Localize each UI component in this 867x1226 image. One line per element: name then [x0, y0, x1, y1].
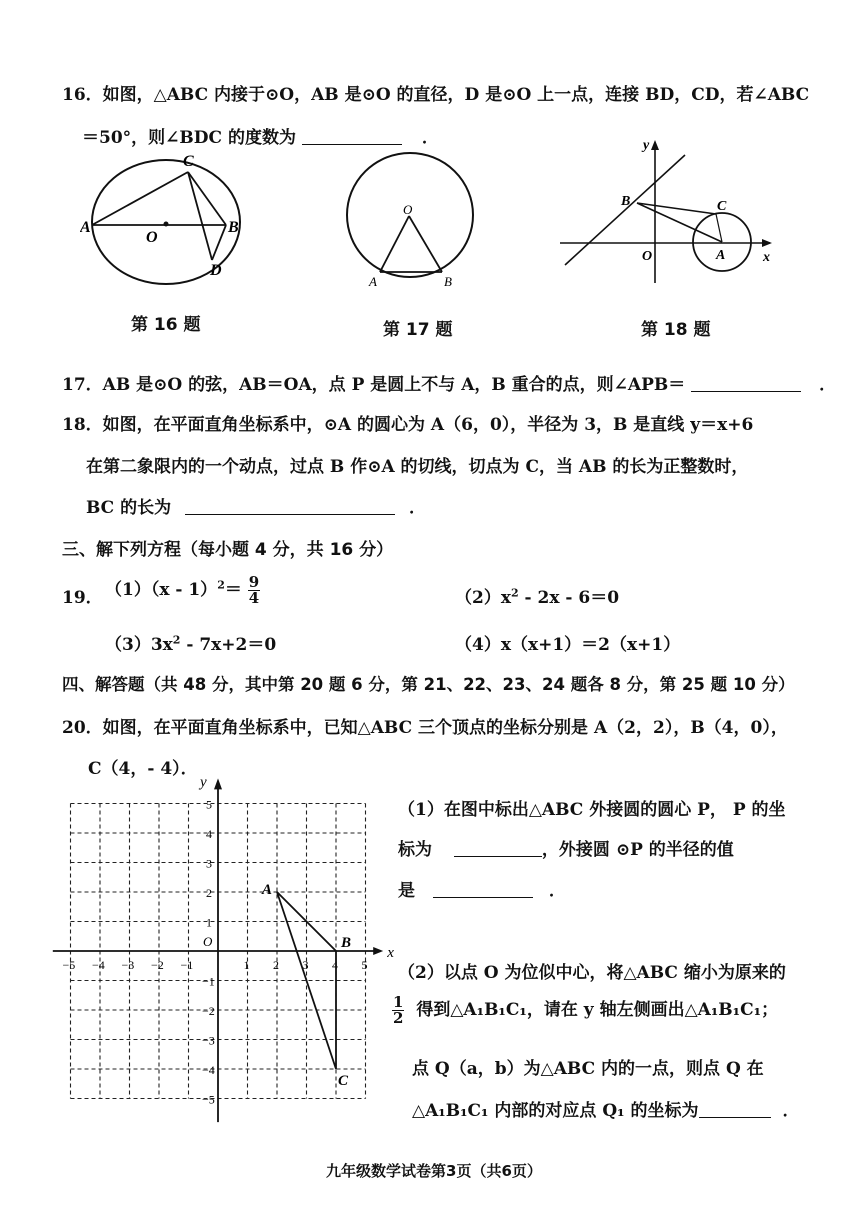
q19-part1: [105, 575, 260, 606]
q20-p1-l2b: ，外接圆 ⊙P 的半径的值: [541, 840, 734, 860]
q19-part3: [105, 630, 276, 655]
origin-label: O: [203, 934, 213, 949]
q18-line3-text: BC 的长为: [86, 498, 172, 518]
y-tick-label: 5: [206, 797, 212, 812]
fig16-label-C: C: [183, 153, 194, 170]
q20-coordinate-grid: [28, 775, 398, 1125]
x-tick-label: −4: [92, 958, 105, 972]
x-axis-label: x: [387, 945, 394, 961]
q20-p1-end: ．: [548, 881, 566, 901]
q20-p2-frac-num: 1: [393, 993, 404, 1011]
fig17-label-O: O: [403, 202, 413, 217]
figure-17: [340, 150, 490, 290]
q17-answer-blank: [691, 391, 801, 392]
q18-line3: [86, 493, 426, 518]
y-tick-label: −3: [202, 1033, 215, 1048]
q20-p2-line3: 点 Q（a，b）为△ABC 内的一点，则点 Q 在: [412, 1059, 764, 1079]
fig17-ob: [409, 216, 442, 272]
vertex-label-C: C: [338, 1073, 349, 1089]
fig18-ac: [716, 214, 722, 242]
y-tick-label: 4: [206, 827, 212, 841]
q19-p3-exp: 2: [172, 633, 181, 647]
q19-p1-den: 4: [248, 589, 260, 607]
q18-end: ．: [408, 498, 426, 518]
fig16-cd: [188, 172, 212, 260]
q19-p3-post: - 7x+2＝0: [180, 635, 277, 655]
q20-p2-frac-den: 2: [393, 1009, 404, 1027]
fig16-caption: 第 16 题: [131, 315, 201, 335]
q19-p2-post: - 2x - 6＝0: [518, 588, 620, 608]
y-tick-label: 3: [206, 856, 212, 871]
y-axis-arrow: [214, 778, 222, 789]
q20-p1-line3: [398, 876, 566, 901]
fig18-caption: 第 18 题: [641, 320, 711, 340]
q20-p2-l4: △A₁B₁C₁ 内部的对应点 Q₁ 的坐标为: [412, 1101, 699, 1121]
q19-part4: （4）x（x+1）＝2（x+1）: [455, 635, 681, 655]
q19-p2-exp: 2: [510, 586, 519, 600]
q19-part2: [455, 583, 619, 608]
y-tick-label: −5: [202, 1092, 215, 1107]
q20-p2-line2: [392, 995, 778, 1026]
fig18-x-arrow: [762, 239, 772, 247]
fig17-label-B: B: [444, 274, 452, 289]
q20-p2-fraction: [392, 995, 404, 1026]
fig18-label-x: x: [763, 250, 770, 265]
x-tick-label: 2: [273, 958, 279, 972]
fig18-label-O: O: [642, 249, 653, 264]
q20-p1-l3: 是: [398, 881, 415, 901]
fig18-line: [565, 155, 685, 265]
vertex-label-B: B: [341, 935, 352, 951]
q20-p2-l2: 得到△A₁B₁C₁，请在 y 轴左侧画出△A₁B₁C₁；: [416, 1000, 779, 1020]
q19-p3-pre: （3）3x: [105, 635, 173, 655]
fig18-label-y: y: [643, 138, 650, 153]
q18-line1: 18．如图，在平面直角坐标系中，⊙A 的圆心为 A（6，0），半径为 3，B 是直线 y＝x+6: [62, 415, 754, 435]
q17-text: 17．AB 是⊙O 的弦，AB＝OA，点 P 是圆上不与 A，B 重合的点，则∠APB＝: [62, 375, 686, 395]
x-tick-label: −2: [151, 958, 164, 972]
x-tick-label: 1: [243, 958, 250, 972]
q20-line1: 20．如图，在平面直角坐标系中，已知△ABC 三个顶点的坐标分别是 A（2，2），B（4，0），: [62, 718, 788, 738]
q20-p1-line2: [398, 835, 734, 860]
fig16-label-D: D: [210, 262, 222, 279]
page-footer: 九年级数学试卷第3页（共6页）: [326, 1162, 542, 1180]
q18-answer-blank: [185, 514, 395, 515]
q16-end: ．: [421, 128, 439, 148]
q17-line: [62, 370, 836, 395]
fig16-label-O: O: [146, 229, 158, 246]
y-tick-label: −2: [202, 1004, 215, 1018]
q16-line2: [82, 123, 439, 148]
y-tick-label: 1: [206, 915, 212, 930]
x-tick-label: −1: [180, 958, 194, 972]
q18-line2: 在第二象限内的一个动点，过点 B 作⊙A 的切线，切点为 C，当 AB 的长为正整数时，: [86, 457, 749, 477]
fig17-caption: 第 17 题: [383, 320, 453, 340]
x-tick-label: 5: [361, 958, 368, 972]
x-tick-label: −5: [62, 958, 76, 972]
q20-p1-line1: （1）在图中标出△ABC 外接圆的圆心 P， P 的坐: [398, 800, 786, 820]
section-3-heading: 三、解下列方程（每小题 4 分，共 16 分）: [62, 540, 394, 560]
x-tick-label: 4: [332, 958, 338, 972]
fig16-bd: [212, 225, 226, 260]
q16-line1: 16．如图，△ABC 内接于⊙O，AB 是⊙O 的直径，D 是⊙O 上一点，连接 BD，CD，若∠ABC: [62, 85, 810, 105]
figure-16: [80, 150, 260, 285]
q19-p1-num: 9: [248, 573, 260, 591]
fig16-label-B: B: [228, 219, 239, 236]
q20-p1-l2a: 标为: [398, 840, 432, 860]
vertex-label-A: A: [262, 882, 273, 898]
fig17-label-A: A: [369, 274, 377, 289]
q16-answer-blank: [302, 144, 402, 145]
q19-p1-fraction: [248, 575, 260, 606]
fig16-label-A: A: [80, 219, 91, 236]
y-axis-label: y: [200, 775, 207, 791]
q19-p1-eq: ＝: [224, 580, 242, 600]
x-tick-label: 3: [302, 958, 309, 972]
q20-p1-radius-blank: [433, 897, 533, 898]
figure-18: [555, 135, 785, 285]
q20-p2-q1-blank: [699, 1117, 771, 1118]
fig18-label-C: C: [717, 199, 727, 214]
q16-line2-text: ＝50°，则∠BDC 的度数为: [82, 128, 296, 148]
fig16-center-dot: [164, 222, 169, 227]
x-tick-label: −3: [121, 958, 135, 972]
section-4-heading: 四、解答题（共 48 分，其中第 20 题 6 分，第 21、22、23、24 题各 8 分，第 25 题 10 分）: [62, 675, 795, 694]
fig18-label-A: A: [716, 248, 726, 263]
y-tick-label: −4: [202, 1063, 215, 1077]
y-tick-label: 2: [206, 886, 212, 900]
q20-line2: C（4，- 4）．: [88, 759, 198, 779]
q20-p1-center-blank: [454, 856, 542, 857]
q19-p2-pre: （2）x: [455, 588, 511, 608]
fig16-ac: [92, 172, 188, 225]
y-tick-label: −1: [202, 974, 215, 989]
fig18-label-B: B: [621, 194, 631, 209]
q19-num: 19．: [62, 588, 103, 608]
fig18-y-arrow: [651, 140, 659, 150]
q20-p2-line1: （2）以点 O 为位似中心，将△ABC 缩小为原来的: [398, 963, 786, 983]
q20-p2-line4: [412, 1096, 799, 1121]
x-axis-arrow: [373, 947, 383, 955]
q19-p1-pre: （1）（x - 1）: [105, 580, 218, 600]
q17-end: ．: [819, 375, 837, 395]
q19-p1-exp: 2: [217, 578, 225, 592]
q20-p2-end: ．: [782, 1101, 800, 1121]
fig17-oa: [380, 216, 409, 272]
